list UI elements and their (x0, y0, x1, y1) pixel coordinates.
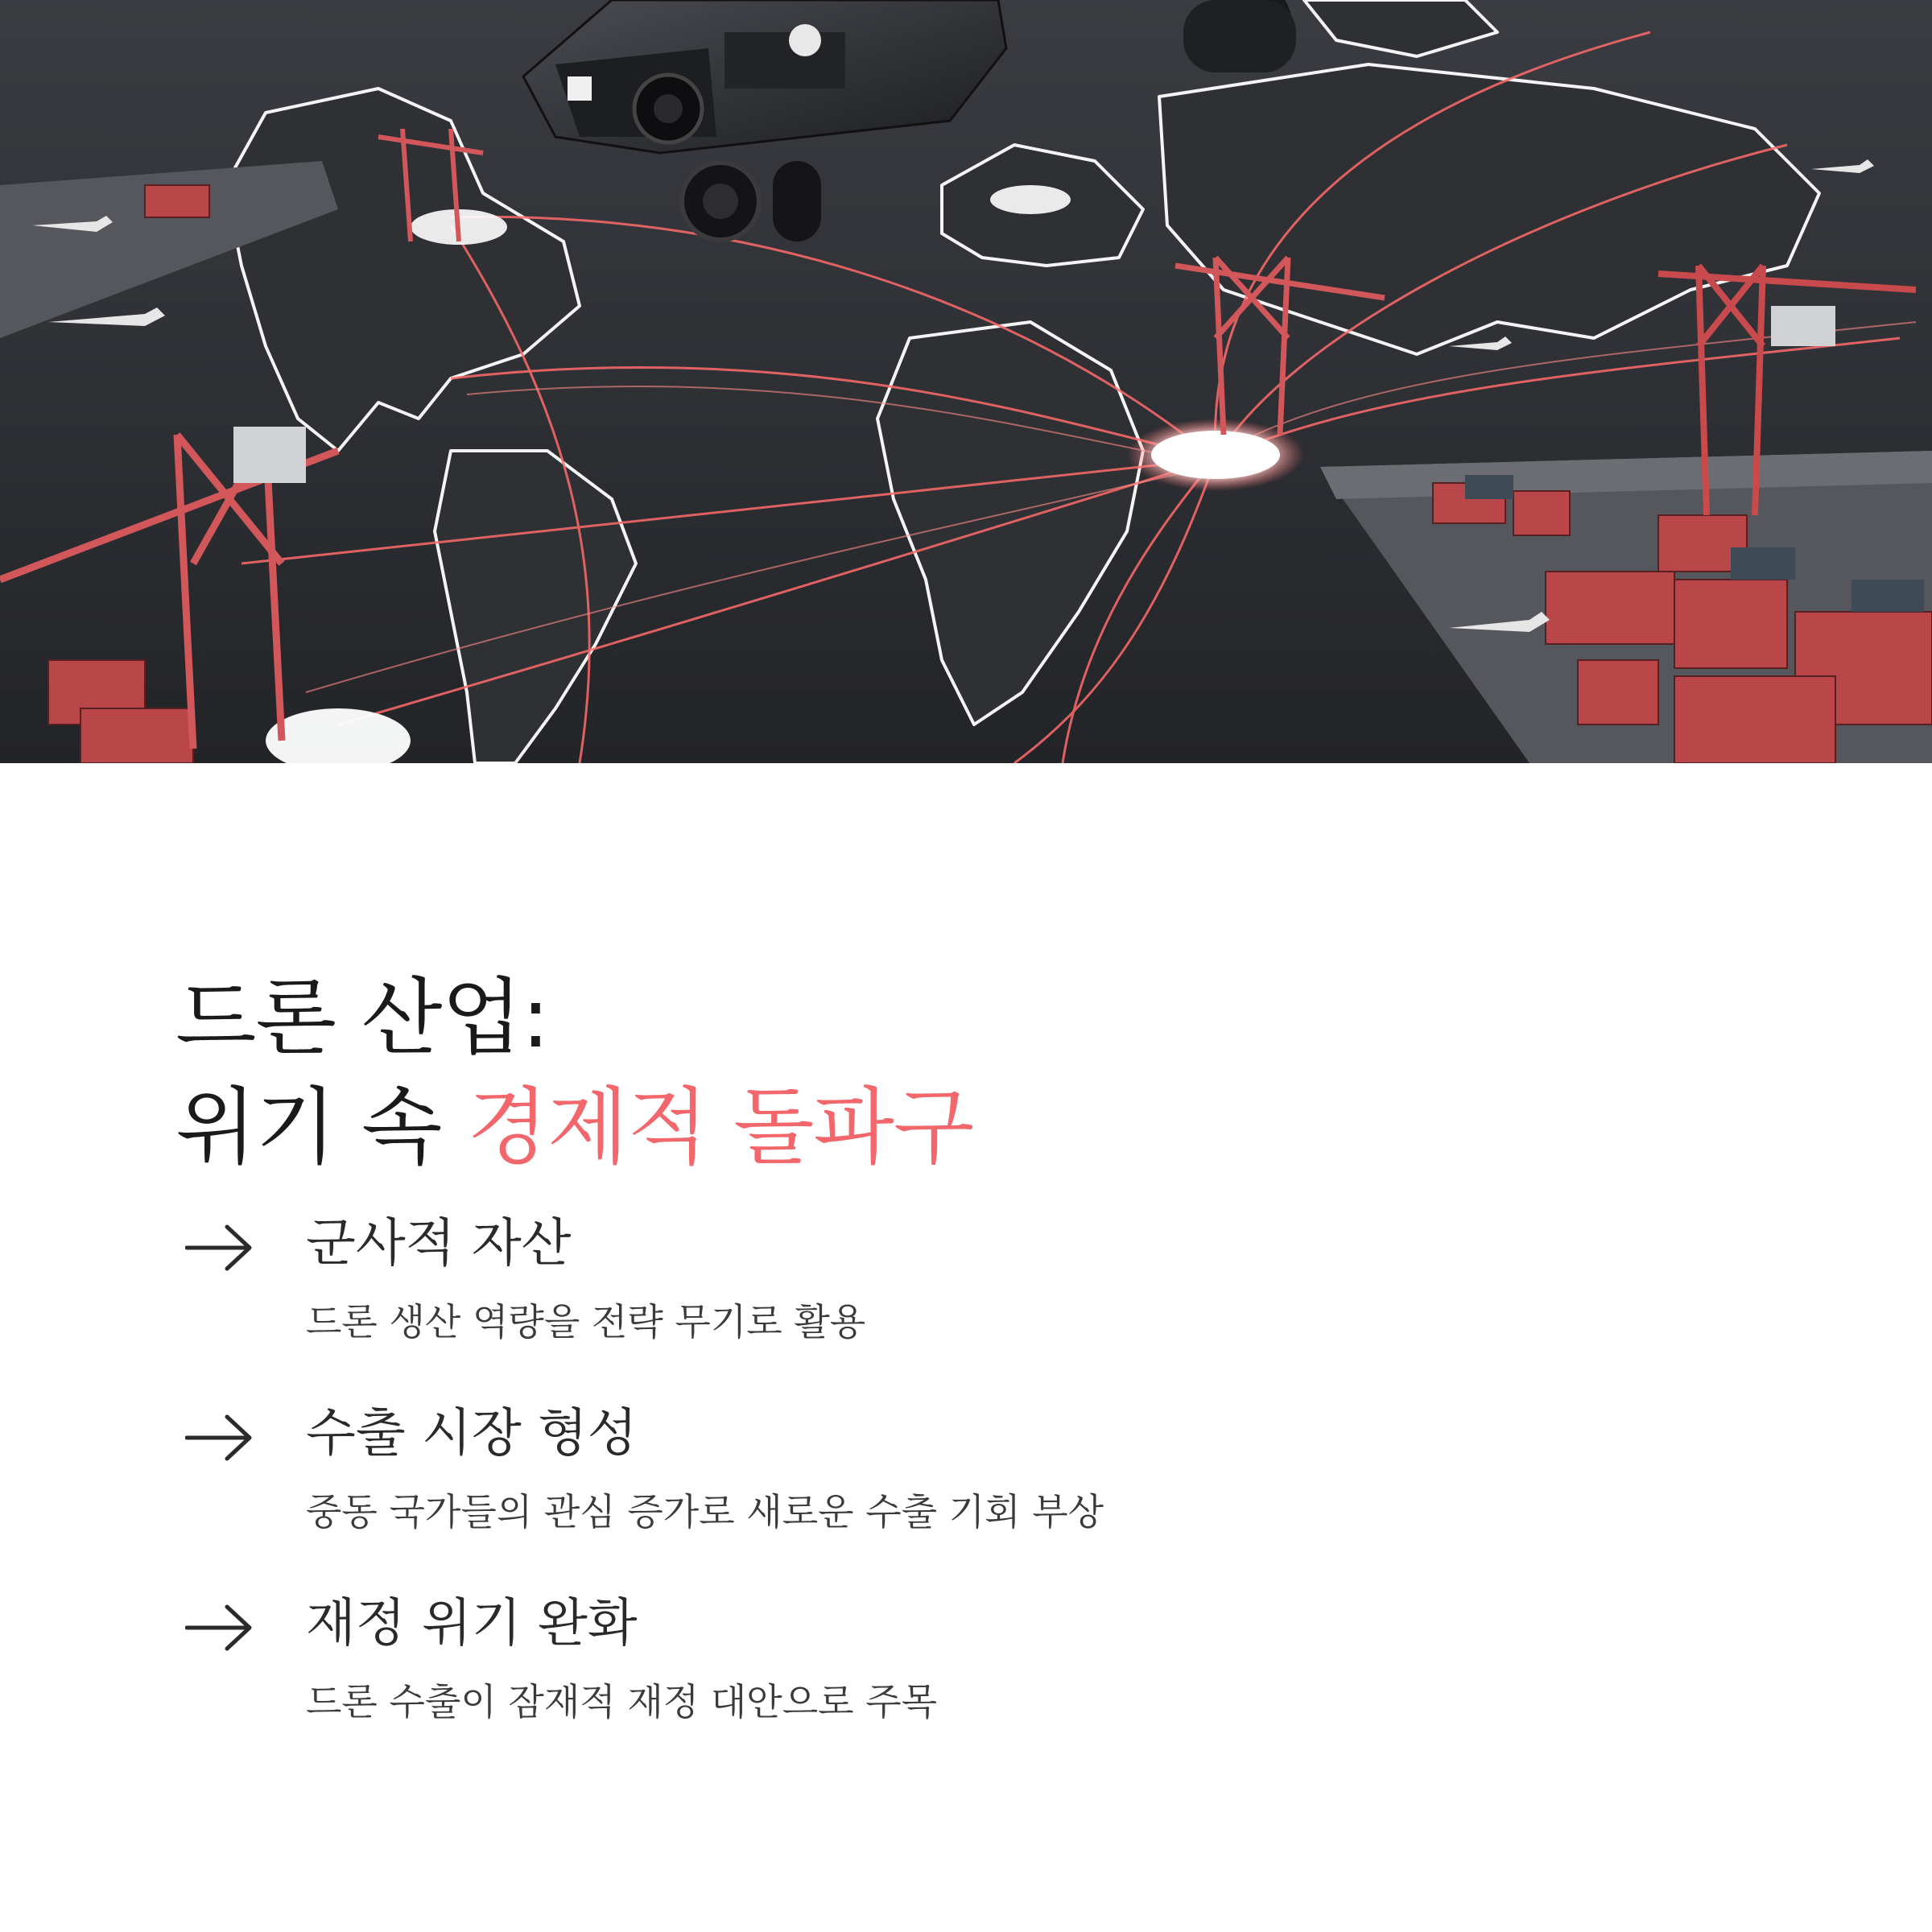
hero-image (0, 0, 1932, 763)
list-item-military-asset (175, 1209, 1705, 1346)
world-map-drone-illustration (0, 0, 1932, 763)
list-item-export-market (175, 1399, 1705, 1536)
list-item-title: 재정 위기 완화 (306, 1594, 638, 1653)
list-item-description: 중동 국가들의 관심 증가로 새로운 수출 기회 부상 (306, 1490, 1104, 1534)
list-item-title: 군사적 자산 (306, 1214, 572, 1274)
list-item-fiscal-relief (175, 1589, 1705, 1726)
page-title (175, 963, 973, 1182)
arrow-right-icon (185, 1414, 254, 1462)
list-item-description: 드론 수출이 잠재적 재정 대안으로 주목 (306, 1680, 938, 1724)
list-item-description: 드론 생산 역량을 전략 무기로 활용 (306, 1300, 866, 1344)
list-item-title: 수출 시장 형성 (306, 1404, 638, 1463)
title-accent-text: 경제적 돌파구 (467, 1078, 974, 1176)
title-line-2 (175, 1072, 973, 1182)
title-line-1: 드론 산업: (175, 968, 549, 1067)
title-line-2-plain: 위기 속 (175, 1078, 468, 1176)
arrow-right-icon (185, 1604, 254, 1652)
arrow-right-icon (185, 1224, 254, 1272)
